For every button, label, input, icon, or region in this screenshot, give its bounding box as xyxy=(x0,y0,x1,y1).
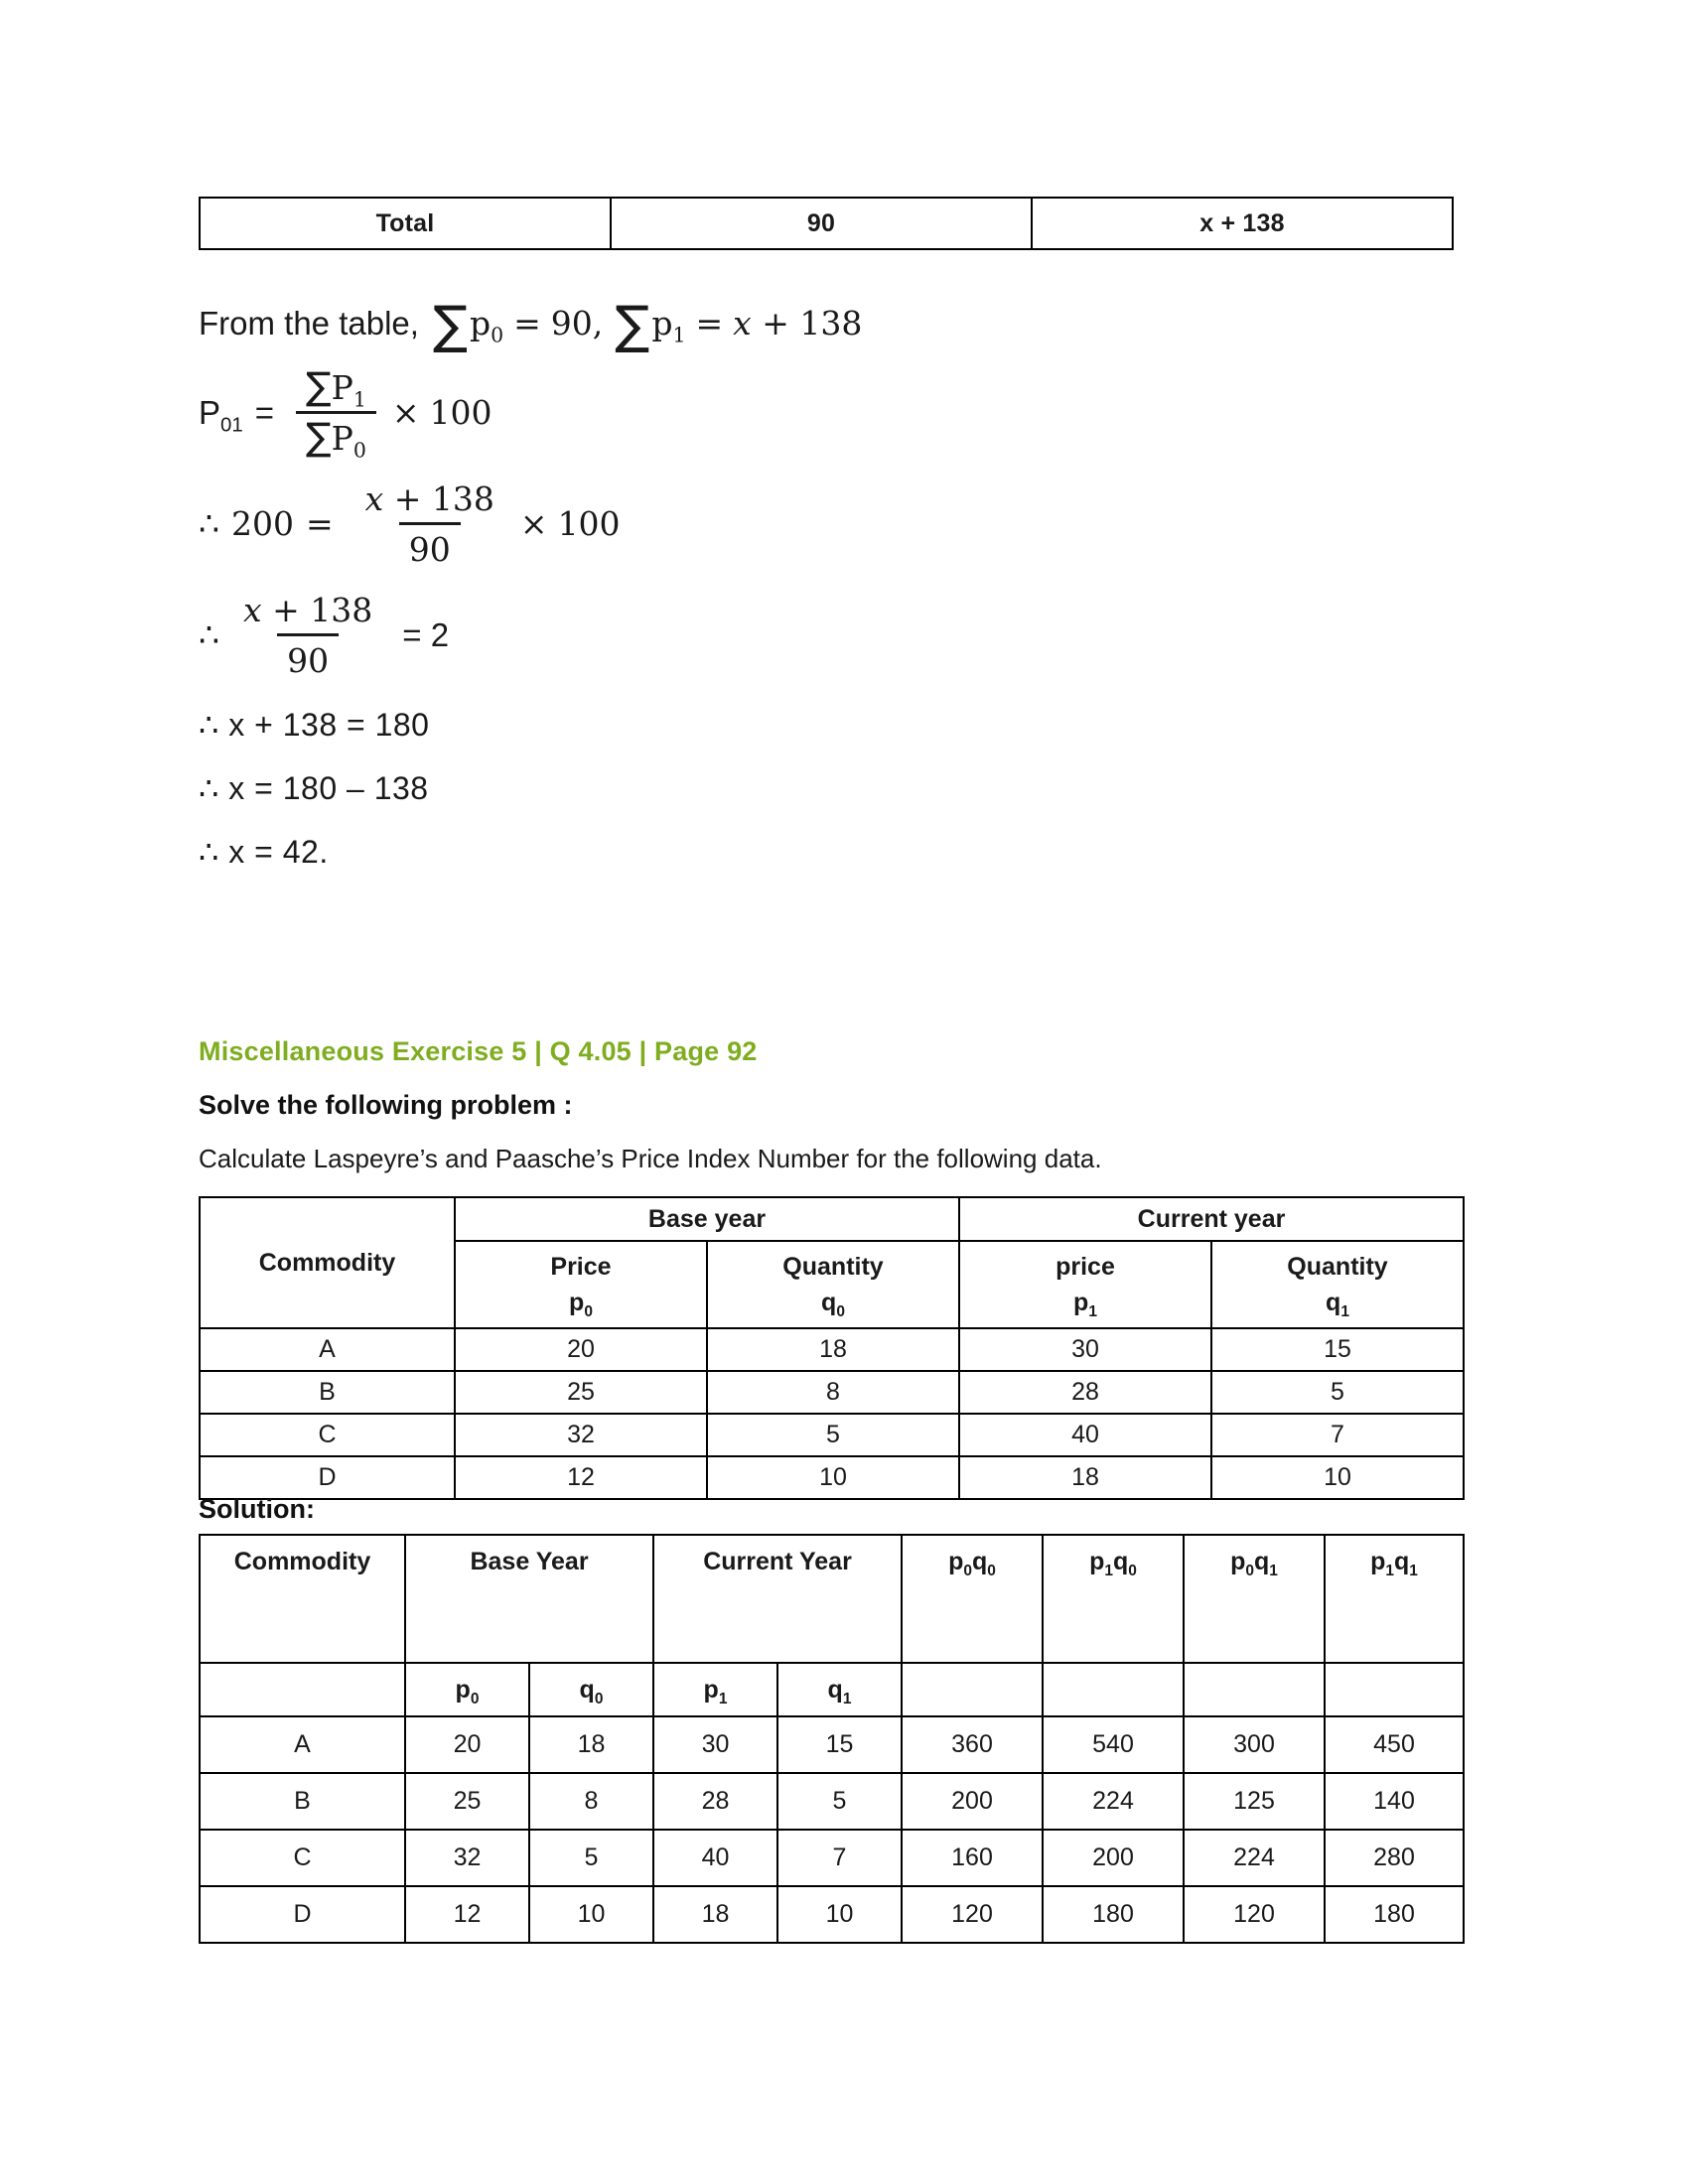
cell-base-price: 32 xyxy=(455,1414,707,1456)
table-row xyxy=(200,1414,1464,1456)
table-row xyxy=(200,1328,1464,1371)
header-current-quantity: Quantity $q_1$ xyxy=(1211,1241,1464,1328)
cell-p0q1: 125 xyxy=(1184,1773,1325,1830)
solution-working-table xyxy=(199,1534,1465,1944)
header-commodity: Commodity xyxy=(200,1535,405,1663)
cell-p0q1: 224 xyxy=(1184,1830,1325,1886)
cell-commodity: B xyxy=(200,1773,405,1830)
cell-p0q0: 160 xyxy=(902,1830,1043,1886)
cell-p1q0: 200 xyxy=(1043,1830,1184,1886)
total-sum-p0-cell: 90 xyxy=(611,198,1032,249)
total-label-cell: Total xyxy=(200,198,611,249)
cell-p1q0: 180 xyxy=(1043,1886,1184,1943)
cell-base-qty: 18 xyxy=(707,1328,959,1371)
fraction-denominator-3: 90 xyxy=(277,633,339,680)
cell-p0q0: 120 xyxy=(902,1886,1043,1943)
cell-base-price: 25 xyxy=(455,1371,707,1414)
cell-base-qty: 8 xyxy=(707,1371,959,1414)
header-current-price: price $p_1$ xyxy=(959,1241,1211,1328)
cell-p0: 32 xyxy=(405,1830,529,1886)
equals-sign-2: = xyxy=(695,304,724,343)
step-x-equals-diff: ∴ x = 180 – 138 xyxy=(199,769,429,806)
summation-icon: ∑ xyxy=(432,296,468,355)
cell-base-price: 20 xyxy=(455,1328,707,1371)
cell-cur-price: 40 xyxy=(959,1414,1211,1456)
equals-sign-3: = xyxy=(254,393,275,431)
cell-p1q0: 224 xyxy=(1043,1773,1184,1830)
hundred-value: 100 xyxy=(429,393,492,433)
table-subheader-row xyxy=(200,1663,1464,1716)
fraction-numerator-2: x + 138 xyxy=(364,478,494,518)
multiply-icon-2: × xyxy=(519,504,548,544)
cell-commodity: A xyxy=(200,1328,455,1371)
fraction-numerator: $\sum P_1$ xyxy=(306,363,366,412)
cell-p0: 12 xyxy=(405,1886,529,1943)
p01-label: $P_{01}$ xyxy=(199,393,243,437)
cell-p1q1: 280 xyxy=(1325,1830,1464,1886)
table-row xyxy=(200,1773,1464,1830)
cell-commodity: D xyxy=(200,1456,455,1499)
cell-commodity: A xyxy=(200,1716,405,1773)
cell-q1: 5 xyxy=(777,1773,902,1830)
hundred-value-2: 100 xyxy=(557,504,621,544)
summation-icon-2: ∑ xyxy=(615,296,650,355)
fraction-denominator-2: 90 xyxy=(399,522,461,569)
table-row xyxy=(200,1371,1464,1414)
equals-two-text: = 2 xyxy=(402,615,450,653)
therefore-icon-2: ∴ xyxy=(199,615,219,655)
cell-cur-qty: 10 xyxy=(1211,1456,1464,1499)
header-p0q1: $p_0q_1$ xyxy=(1184,1535,1325,1663)
header-current-year: Current Year xyxy=(653,1535,902,1663)
header-q1: $q_1$ xyxy=(777,1663,902,1716)
cell-q0: 5 xyxy=(529,1830,653,1886)
header-blank-p0q0 xyxy=(902,1663,1043,1716)
p1-term: $p_1$ xyxy=(651,304,686,347)
sum-ratio-fraction xyxy=(296,363,376,463)
multiply-icon: × xyxy=(391,393,420,433)
header-p0: $p_0$ xyxy=(405,1663,529,1716)
equals-sign-4: = xyxy=(306,504,334,544)
cell-p0q1: 120 xyxy=(1184,1886,1325,1943)
table-header-row xyxy=(200,1535,1464,1663)
header-blank-p1q0 xyxy=(1043,1663,1184,1716)
cell-p0: 20 xyxy=(405,1716,529,1773)
header-commodity: Commodity xyxy=(200,1197,455,1328)
header-p1q0: $p_1q_0$ xyxy=(1043,1535,1184,1663)
header-current-year: Current year xyxy=(959,1197,1464,1241)
cell-cur-qty: 15 xyxy=(1211,1328,1464,1371)
from-table-equation xyxy=(199,296,1440,355)
header-base-price: Price $p_0$ xyxy=(455,1241,707,1328)
header-base-year: Base year xyxy=(455,1197,959,1241)
cell-p0q1: 300 xyxy=(1184,1716,1325,1773)
cell-commodity: B xyxy=(200,1371,455,1414)
cell-q0: 18 xyxy=(529,1716,653,1773)
total-summary-table xyxy=(199,197,1454,250)
cell-p1q1: 450 xyxy=(1325,1716,1464,1773)
cell-p1q1: 140 xyxy=(1325,1773,1464,1830)
given-data-table xyxy=(199,1196,1465,1500)
table-row xyxy=(200,1886,1464,1943)
cell-p0q0: 200 xyxy=(902,1773,1043,1830)
table-row xyxy=(200,1716,1464,1773)
step-x-plus-138: ∴ x + 138 = 180 xyxy=(199,706,430,743)
equals-sign: = xyxy=(513,304,541,343)
header-base-quantity: Quantity $q_0$ xyxy=(707,1241,959,1328)
cell-commodity: C xyxy=(200,1414,455,1456)
cell-cur-price: 28 xyxy=(959,1371,1211,1414)
substitution-equation xyxy=(199,479,1440,569)
therefore-icon: ∴ xyxy=(199,504,219,544)
two-hundred-value: 200 xyxy=(231,504,294,544)
cell-base-qty: 10 xyxy=(707,1456,959,1499)
cell-cur-price: 18 xyxy=(959,1456,1211,1499)
problem-statement: Calculate Laspeyre’s and Paasche’s Price Index Number for the following data. xyxy=(199,1144,1102,1173)
header-p1: $p_1$ xyxy=(653,1663,777,1716)
solve-instruction: Solve the following problem : xyxy=(199,1090,573,1120)
header-p0q0: $p_0q_0$ xyxy=(902,1535,1043,1663)
cell-p0q0: 360 xyxy=(902,1716,1043,1773)
cell-q0: 8 xyxy=(529,1773,653,1830)
header-blank-p0q1 xyxy=(1184,1663,1325,1716)
comma-separator: , xyxy=(592,304,604,343)
header-q0: $q_0$ xyxy=(529,1663,653,1716)
cell-q1: 7 xyxy=(777,1830,902,1886)
solution-label: Solution: xyxy=(199,1494,315,1524)
sum-p1-value: x + 138 xyxy=(733,304,863,343)
fraction-denominator: $\sum P_0$ xyxy=(296,411,376,458)
step-x-final: ∴ x = 42. xyxy=(199,833,329,870)
cell-q1: 15 xyxy=(777,1716,902,1773)
cell-cur-price: 30 xyxy=(959,1328,1211,1371)
header-base-year: Base Year xyxy=(405,1535,653,1663)
table-header-row xyxy=(200,1197,1464,1241)
math-derivation xyxy=(199,296,1440,871)
cell-p1q1: 180 xyxy=(1325,1886,1464,1943)
total-sum-p1-cell: x + 138 xyxy=(1032,198,1453,249)
header-blank-p1q1 xyxy=(1325,1663,1464,1716)
cell-p1: 40 xyxy=(653,1830,777,1886)
cell-base-qty: 5 xyxy=(707,1414,959,1456)
cell-p1: 30 xyxy=(653,1716,777,1773)
cell-p1q0: 540 xyxy=(1043,1716,1184,1773)
table-row xyxy=(200,1456,1464,1499)
from-table-label: From the table, xyxy=(199,304,419,341)
cell-cur-qty: 5 xyxy=(1211,1371,1464,1414)
cell-cur-qty: 7 xyxy=(1211,1414,1464,1456)
x138-over-90-fraction xyxy=(355,479,504,569)
cell-commodity: D xyxy=(200,1886,405,1943)
cell-p1: 18 xyxy=(653,1886,777,1943)
cell-base-price: 12 xyxy=(455,1456,707,1499)
reduced-equation xyxy=(199,591,1440,680)
header-p1q1: $p_1q_1$ xyxy=(1325,1535,1464,1663)
sum-p0-value: 90 xyxy=(550,304,593,343)
cell-q0: 10 xyxy=(529,1886,653,1943)
cell-p0: 25 xyxy=(405,1773,529,1830)
table-row xyxy=(200,1830,1464,1886)
cell-q1: 10 xyxy=(777,1886,902,1943)
header-blank xyxy=(200,1663,405,1716)
cell-commodity: C xyxy=(200,1830,405,1886)
p0-term: $p_0$ xyxy=(469,304,504,347)
cell-p1: 28 xyxy=(653,1773,777,1830)
fraction-numerator-3: x + 138 xyxy=(243,590,373,629)
table-row xyxy=(200,198,1453,249)
exercise-heading: Miscellaneous Exercise 5 | Q 4.05 | Page 92 xyxy=(199,1036,758,1066)
x138-over-90-fraction-2 xyxy=(233,591,382,680)
p01-formula xyxy=(199,363,1440,463)
